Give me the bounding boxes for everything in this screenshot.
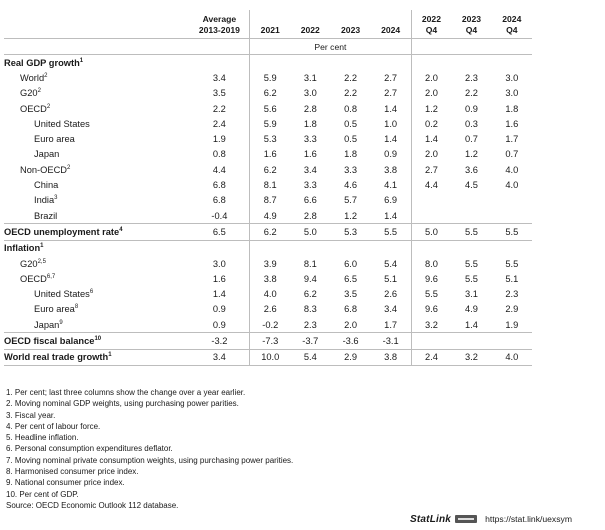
value-cell: 3.2: [411, 317, 451, 333]
value-cell: 2.6: [250, 302, 290, 317]
footnote-line: 2. Moving nominal GDP weights, using purchasing power parities.: [6, 399, 239, 409]
value-cell: 0.2: [424, 118, 438, 129]
value-cell: 5.5: [451, 224, 491, 240]
value-cell: -3.7: [290, 333, 330, 349]
table-body: [4, 55, 532, 366]
table-row: [4, 208, 532, 224]
row-label: OECD$^2$: [20, 103, 51, 114]
table-row: [4, 286, 532, 301]
value-cell: 3.2: [451, 349, 491, 365]
value-cell: 4.0: [505, 180, 519, 191]
footnote-marker: 6,7: [46, 273, 56, 280]
value-cell: [492, 240, 532, 256]
footnote-line: 3. Fiscal year.: [6, 410, 56, 420]
value-cell: 3.8: [371, 349, 411, 365]
value-cell: 2.9: [505, 304, 519, 315]
value-cell: 3.8: [250, 271, 290, 286]
unit-label: Per cent: [250, 39, 411, 55]
value-cell: 6.9: [371, 193, 411, 208]
value-cell: -0.4: [189, 208, 249, 224]
value-cell: 6.2: [303, 289, 317, 300]
table-row: [4, 256, 532, 271]
value-cell: 4.0: [250, 286, 290, 301]
statlink-badge-icon: [455, 515, 477, 523]
value-cell: 2.0: [424, 88, 438, 99]
header-q4-2023: 2023 Q4: [461, 14, 482, 35]
value-cell: [451, 193, 491, 208]
footnotes: [6, 387, 293, 511]
table-row: [4, 70, 532, 85]
row-label: Japan$^9$: [4, 317, 189, 333]
value-cell: 6.5: [344, 273, 358, 284]
row-label: Real GDP growth$^1$: [4, 57, 84, 68]
value-cell: 4.5: [465, 180, 478, 191]
value-cell: 9.6: [424, 273, 438, 284]
value-cell: [411, 55, 451, 71]
value-cell: 3.9: [250, 256, 290, 271]
value-cell: 5.1: [371, 271, 411, 286]
footnote-line: 1. Per cent; last three columns show the change over a year earlier.: [6, 388, 246, 397]
row-label: United States: [34, 118, 90, 129]
value-cell: 8.1: [250, 177, 290, 192]
table-row: [4, 333, 532, 349]
value-cell: 3.6: [465, 164, 478, 175]
value-cell: 1.4: [212, 289, 226, 300]
value-cell: [250, 55, 290, 71]
value-cell: 0.8: [344, 103, 358, 114]
value-cell: 0.9: [189, 317, 249, 333]
value-cell: 4.4: [212, 164, 226, 175]
value-cell: 0.9: [371, 147, 411, 162]
value-cell: 0.9: [465, 103, 478, 114]
table-row: [4, 317, 532, 333]
value-cell: 3.3: [344, 164, 358, 175]
value-cell: 5.6: [250, 101, 290, 116]
value-cell: 5.3: [330, 224, 370, 240]
value-cell: [492, 193, 532, 208]
table-row: [4, 193, 532, 208]
value-cell: 2.7: [424, 164, 438, 175]
value-cell: 6.2: [250, 224, 290, 240]
value-cell: 5.1: [505, 273, 519, 284]
footnote-marker: 2,5: [37, 258, 46, 265]
value-cell: 2.7: [371, 86, 411, 101]
table-row: [4, 86, 532, 101]
header-year-2024: 2024: [371, 10, 411, 39]
value-cell: 0.7: [505, 149, 519, 160]
value-cell: 6.2: [250, 162, 290, 177]
footnote-marker: 2: [44, 72, 48, 79]
value-cell: [451, 208, 491, 224]
value-cell: -3.2: [189, 333, 249, 349]
value-cell: 1.8: [344, 149, 358, 160]
value-cell: 1.6: [303, 149, 317, 160]
footnote-marker: 2: [37, 88, 41, 95]
value-cell: [492, 55, 532, 71]
row-label: Non-OECD$^2$: [20, 164, 71, 175]
footnote-marker: 1: [40, 243, 44, 250]
row-label: World$^2$: [20, 72, 48, 83]
footnote-marker: 8: [74, 304, 79, 311]
value-cell: 2.0: [424, 149, 438, 160]
value-cell: 3.4: [189, 349, 249, 365]
row-label: OECD unemployment rate$^4$: [4, 224, 189, 240]
value-cell: 2.3: [290, 317, 330, 333]
value-cell: 2.9: [330, 349, 370, 365]
header-year-2023: 2023: [341, 25, 361, 35]
value-cell: 1.0: [371, 116, 411, 131]
value-cell: [330, 240, 370, 256]
table-row: [4, 131, 532, 146]
value-cell: 2.7: [371, 70, 411, 85]
value-cell: [371, 240, 411, 256]
value-cell: 3.5: [212, 88, 226, 99]
row-label: United States$^6$: [34, 289, 94, 300]
value-cell: 5.5: [465, 258, 478, 269]
value-cell: -3.1: [371, 333, 411, 349]
value-cell: 6.6: [303, 195, 317, 206]
value-cell: 4.1: [371, 177, 411, 192]
value-cell: [411, 240, 451, 256]
value-cell: 0.7: [465, 134, 478, 145]
header-year-2022: 2022: [300, 25, 320, 35]
footnote-line: 6. Personal consumption expenditures deflator.: [6, 444, 173, 454]
value-cell: [189, 55, 249, 71]
value-cell: 2.2: [344, 72, 358, 83]
value-cell: -0.2: [250, 317, 290, 333]
value-cell: 1.9: [212, 134, 226, 145]
table-row: [4, 177, 532, 192]
row-label: Japan: [34, 149, 60, 160]
row-label: Inflation$^1$: [4, 243, 44, 254]
header-q4-2024: 2024 Q4: [502, 14, 522, 35]
row-label: Euro area: [34, 134, 75, 145]
value-cell: 3.3: [303, 180, 317, 191]
value-cell: 3.3: [303, 134, 317, 145]
value-cell: 4.0: [492, 349, 532, 365]
value-cell: 6.8: [212, 180, 226, 191]
projections-table: [4, 10, 532, 366]
value-cell: 2.0: [330, 317, 370, 333]
value-cell: 2.8: [290, 208, 330, 224]
row-label: OECD fiscal balance$^{10}$: [4, 333, 189, 349]
row-label: OECD$^{6,7}$: [20, 273, 56, 284]
value-cell: [250, 240, 290, 256]
row-label: India$^3$: [34, 195, 58, 206]
footnote-marker: 3: [54, 195, 58, 202]
value-cell: [451, 333, 491, 349]
value-cell: 3.8: [371, 162, 411, 177]
table-row: [4, 349, 532, 365]
footnote-marker: 6: [89, 289, 94, 295]
value-cell: 9.4: [303, 273, 317, 284]
value-cell: 5.5: [371, 224, 411, 240]
header-blank: [4, 10, 189, 39]
value-cell: 1.9: [492, 317, 532, 333]
value-cell: 2.4: [411, 349, 451, 365]
value-cell: 4.9: [465, 304, 478, 315]
value-cell: 3.0: [303, 88, 317, 99]
value-cell: 4.9: [250, 208, 290, 224]
value-cell: [290, 55, 330, 71]
table-row: [4, 55, 532, 71]
header-average: Average 2013-2019: [198, 14, 240, 35]
value-cell: 1.2: [424, 103, 438, 114]
value-cell: 5.4: [371, 256, 411, 271]
value-cell: [411, 333, 451, 349]
statlink-logo: StatLink: [410, 513, 452, 525]
row-label: $G20^2$: [20, 88, 41, 99]
table-row: [4, 240, 532, 256]
table-row: [4, 162, 532, 177]
header-row: [4, 10, 532, 39]
row-label: China: [34, 180, 59, 191]
value-cell: -3.6: [330, 333, 370, 349]
value-cell: 2.8: [303, 103, 317, 114]
footnote-line: 7. Moving nominal private consumption weights, using purchasing power parities.: [6, 455, 294, 465]
value-cell: 1.4: [424, 134, 438, 145]
table-row: [4, 302, 532, 317]
footnote-marker: 4: [119, 226, 123, 233]
value-cell: 1.6: [212, 273, 226, 284]
value-cell: 3.1: [465, 289, 478, 300]
footnote-marker: 1: [108, 352, 112, 359]
value-cell: 1.2: [330, 208, 370, 224]
value-cell: 2.3: [505, 289, 519, 300]
value-cell: 6.5: [189, 224, 249, 240]
value-cell: 6.0: [344, 258, 358, 269]
value-cell: [451, 55, 491, 71]
value-cell: 3.0: [505, 72, 519, 83]
value-cell: 2.2: [212, 103, 226, 114]
value-cell: [371, 55, 411, 71]
value-cell: 1.4: [451, 317, 491, 333]
value-cell: -7.3: [250, 333, 290, 349]
row-label: G20$^{2,5}$: [20, 258, 46, 269]
value-cell: 5.9: [250, 116, 290, 131]
value-cell: 0.5: [344, 134, 358, 145]
value-cell: 4.6: [344, 180, 358, 191]
value-cell: 5.5: [492, 224, 532, 240]
value-cell: 3.0: [212, 258, 226, 269]
value-cell: 8.7: [250, 193, 290, 208]
table-row: [4, 101, 532, 116]
footnote-marker: 9: [59, 319, 63, 326]
row-label: World real trade growth$^1$: [4, 349, 189, 365]
value-cell: 1.4: [371, 131, 411, 146]
row-label: Brazil: [4, 208, 189, 224]
value-cell: [492, 333, 532, 349]
value-cell: 5.4: [290, 349, 330, 365]
value-cell: 0.5: [344, 118, 358, 129]
value-cell: 3.0: [505, 88, 519, 99]
value-cell: 2.2: [465, 88, 478, 99]
value-cell: 3.4: [303, 164, 317, 175]
value-cell: [451, 240, 491, 256]
value-cell: 6.8: [212, 195, 226, 206]
value-cell: 6.8: [344, 304, 358, 315]
footnote-line: 9. National consumer price index.: [6, 478, 125, 488]
value-cell: 5.5: [465, 273, 478, 284]
footnote-line: 10. Per cent of GDP.: [6, 489, 79, 499]
statlink-url[interactable]: https://stat.link/uexsym: [485, 514, 572, 524]
value-cell: 3.4: [371, 302, 411, 317]
table-row: [4, 116, 532, 131]
value-cell: 2.0: [424, 72, 438, 83]
value-cell: 2.6: [371, 286, 411, 301]
unit-row: [4, 39, 532, 55]
value-cell: 6.2: [250, 86, 290, 101]
value-cell: 1.7: [505, 134, 519, 145]
value-cell: 1.7: [371, 317, 411, 333]
value-cell: 1.4: [371, 101, 411, 116]
value-cell: 5.5: [424, 289, 438, 300]
table-row: [4, 271, 532, 286]
value-cell: 1.2: [465, 149, 478, 160]
value-cell: 2.3: [465, 72, 478, 83]
value-cell: 4.0: [505, 164, 519, 175]
value-cell: 5.9: [250, 70, 290, 85]
value-cell: 3.1: [303, 72, 317, 83]
header-q4-2022: 2022 Q4: [421, 14, 441, 35]
value-cell: 8.3: [303, 304, 317, 315]
value-cell: 3.4: [212, 72, 226, 83]
value-cell: 5.7: [344, 195, 358, 206]
footnote-line: 4. Per cent of labour force.: [6, 421, 101, 431]
value-cell: 5.3: [250, 131, 290, 146]
value-cell: 2.4: [212, 118, 226, 129]
value-cell: 1.6: [250, 147, 290, 162]
value-cell: 4.4: [424, 180, 438, 191]
value-cell: 10.0: [250, 349, 290, 365]
statlink[interactable]: [410, 512, 572, 526]
value-cell: 1.6: [505, 118, 519, 129]
value-cell: [189, 240, 249, 256]
value-cell: 5.0: [290, 224, 330, 240]
footnote-marker: 10: [94, 335, 102, 342]
value-cell: 2.2: [344, 88, 358, 99]
value-cell: 9.6: [424, 304, 438, 315]
value-cell: 1.4: [371, 208, 411, 224]
footnote-marker: 2: [46, 103, 51, 110]
value-cell: [411, 193, 451, 208]
header-year-2021: 2021: [250, 10, 290, 39]
value-cell: [330, 55, 370, 71]
value-cell: 1.8: [505, 103, 519, 114]
value-cell: 0.8: [212, 149, 226, 160]
value-cell: 5.0: [411, 224, 451, 240]
footnote-marker: 2: [67, 164, 71, 171]
footnote-line: 8. Harmonised consumer price index.: [6, 467, 139, 477]
row-label: Euro area$^8$: [34, 304, 79, 315]
value-cell: 5.5: [505, 258, 519, 269]
value-cell: 1.8: [303, 118, 317, 129]
value-cell: [411, 208, 451, 224]
value-cell: 0.9: [212, 304, 226, 315]
table-row: [4, 224, 532, 240]
footnote-marker: 1: [79, 57, 84, 64]
value-cell: 3.5: [344, 289, 358, 300]
value-cell: [492, 208, 532, 224]
footnote-line: 5. Headline inflation.: [6, 433, 79, 443]
footnote-line: Source: OECD Economic Outlook 112 database.: [6, 500, 179, 510]
value-cell: 0.3: [465, 118, 478, 129]
table-row: [4, 147, 532, 162]
value-cell: [290, 240, 330, 256]
value-cell: 8.1: [303, 258, 317, 269]
value-cell: 8.0: [424, 258, 438, 269]
